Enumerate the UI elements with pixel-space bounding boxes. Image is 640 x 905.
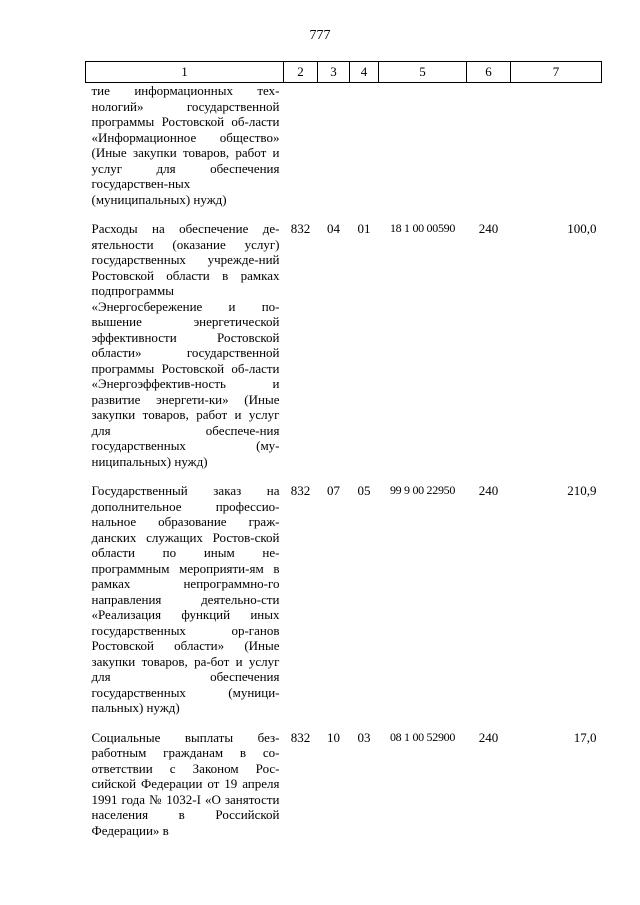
row-amount: 100,0 — [567, 221, 597, 236]
table-row — [86, 219, 602, 481]
row-expense-type: 240 — [478, 729, 499, 745]
row-ministry-code — [284, 83, 318, 220]
table-row — [86, 728, 602, 851]
table-row — [86, 83, 602, 220]
row-section-code: 07 — [327, 483, 340, 498]
row-description: Социальные выплаты без-работным гражданам в со-ответствии с Законом Рос-сийской Федерации от 19 апреля 1991 года № 1032-I «О занятости населения в Российской Федерации» в — [91, 729, 280, 838]
row-amount: 210,9 — [567, 483, 597, 498]
column-header-7: 7 — [511, 62, 602, 83]
table-row — [86, 481, 602, 728]
row-section-code — [318, 83, 350, 220]
row-expense-type: 240 — [478, 483, 499, 498]
row-ministry-code: 832 — [290, 729, 311, 745]
row-target-code: 08 1 00 52900 — [389, 729, 456, 744]
row-amount: 17,0 — [573, 729, 597, 745]
row-target-code: 99 9 00 22950 — [389, 483, 456, 497]
row-section-code: 10 — [327, 729, 340, 745]
row-subsection-code: 05 — [357, 483, 371, 498]
row-target-code — [379, 83, 467, 220]
row-expense-type: 240 — [478, 221, 499, 236]
row-subsection-code: 01 — [357, 221, 371, 236]
page-number: 777 — [309, 28, 331, 43]
row-ministry-code: 832 — [290, 221, 311, 236]
row-subsection-code — [350, 83, 379, 220]
row-description: Расходы на обеспечение де-ятельности (оказание услуг) государственных учрежде-ний Ростовской области в рамках подпрограммы «Энергосбережение и по-вышение энергетической эффективности Ростовской области» государственной программы Ростовской об-ласти «Энергоэффектив-ность и развитие энергети-ки» (Иные закупки товаров, работ и услуг для обеспече-ния государственных (му-ниципальных) нужд) — [91, 221, 280, 469]
column-header-4: 4 — [350, 62, 379, 83]
column-header-5: 5 — [379, 62, 467, 83]
column-header-3: 3 — [318, 62, 350, 83]
row-amount — [511, 83, 602, 220]
row-expense-type — [467, 83, 511, 220]
row-description: тие информационных тех-нологий» государственной программы Ростовской об-ласти «Информационное общество» (Иные закупки товаров, работ и услуг для обеспечения государствен-ных (муниципальных) нужд) — [91, 83, 280, 207]
table-header-row — [86, 62, 602, 83]
row-section-code: 04 — [327, 221, 340, 236]
column-header-6: 6 — [467, 62, 511, 83]
row-target-code: 18 1 00 00590 — [389, 221, 456, 235]
column-header-2: 2 — [284, 62, 318, 83]
row-ministry-code: 832 — [290, 483, 311, 498]
row-subsection-code: 03 — [357, 729, 371, 745]
budget-table — [85, 61, 602, 850]
row-description: Государственный заказ на дополнительное профессио-нальное образование граж-данских служащих Ростов-ской области по иным не-программным мероприяти-ям в рамках непрограммно-го направления деятельно-сти «Реализация функций иных государственных ор-ганов Ростовской области» (Иные закупки товаров, ра-бот и услуг для обеспечения государственных (муници-пальных) нужд) — [91, 483, 280, 715]
column-header-1: 1 — [86, 62, 284, 83]
